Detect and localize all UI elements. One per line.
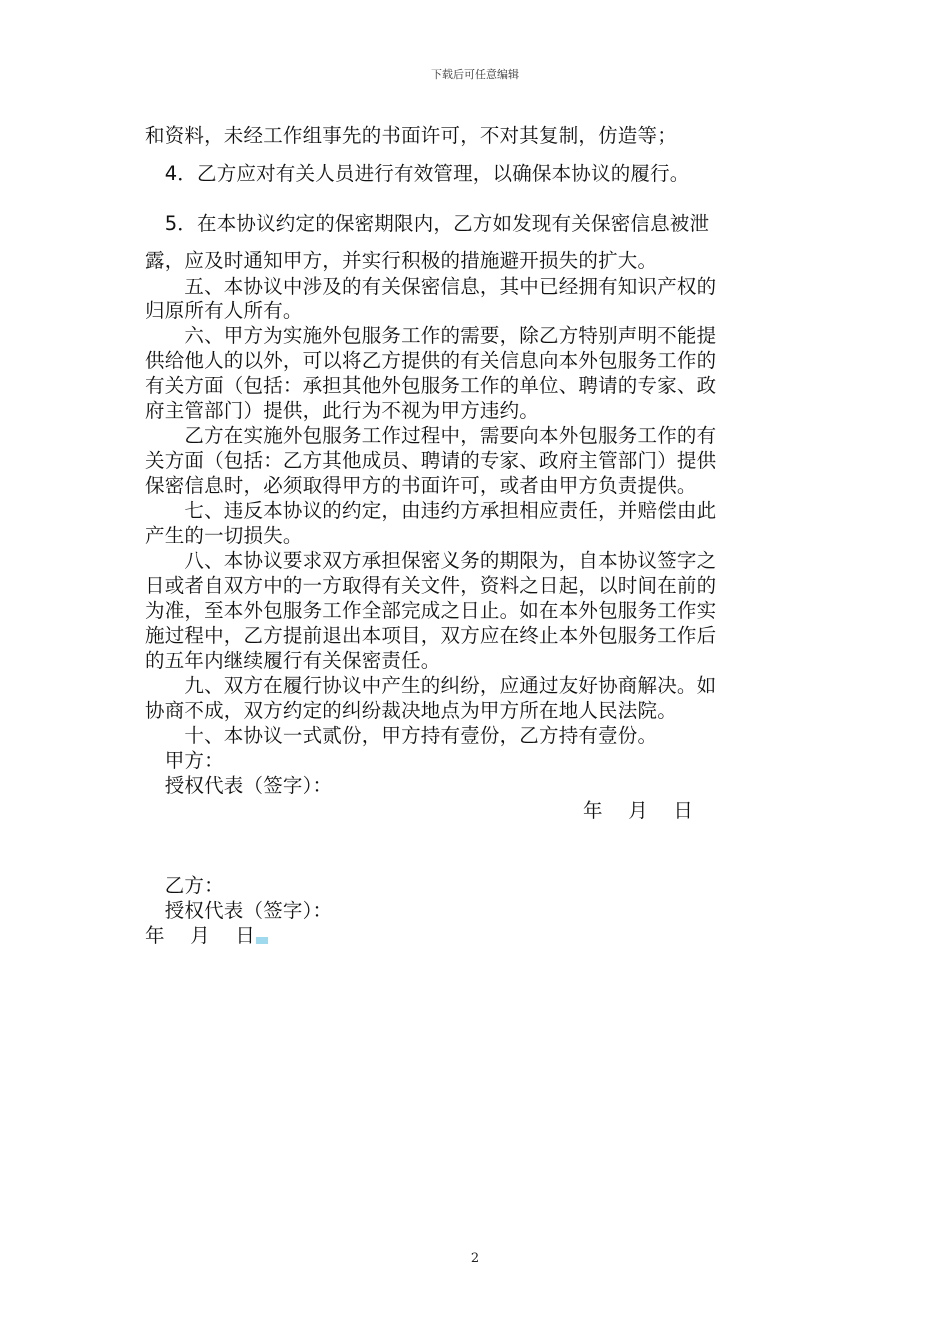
body-line: 五、本协议中涉及的有关保密信息，其中已经拥有知识产权的 (145, 275, 717, 298)
body-line: 5．在本协议约定的保密期限内，乙方如发现有关保密信息被泄 (145, 212, 710, 235)
body-line: 八、本协议要求双方承担保密义务的期限为，自本协议签字之 (145, 549, 717, 572)
body-line: 协商不成，双方约定的纠纷裁决地点为甲方所在地人民法院。 (145, 699, 677, 722)
body-line: 九、双方在履行协议中产生的纠纷，应通过友好协商解决。如 (145, 674, 717, 697)
body-line: 关方面（包括：乙方其他成员、聘请的专家、政府主管部门）提供 (145, 449, 717, 472)
party-b-signature-label: 授权代表（签字）： (145, 899, 333, 922)
page-number: 2 (470, 1251, 480, 1266)
text-cursor-mark (256, 937, 268, 944)
body-line: 为准，至本外包服务工作全部完成之日止。如在本外包服务工作实 (145, 599, 717, 622)
party-b-label: 乙方： (145, 874, 224, 897)
body-line: 府主管部门）提供，此行为不视为甲方违约。 (145, 399, 540, 422)
body-line: 日或者自双方中的一方取得有关文件，资料之日起，以时间在前的 (145, 574, 717, 597)
page-header-note: 下载后可任意编辑 (431, 68, 519, 81)
body-line: 七、违反本协议的约定，由违约方承担相应责任，并赔偿由此 (145, 499, 717, 522)
body-line: 供给他人的以外，可以将乙方提供的有关信息向本外包服务工作的 (145, 349, 717, 372)
body-line: 施过程中，乙方提前退出本项目，双方应在终止本外包服务工作后 (145, 624, 717, 647)
body-line: 有关方面（包括：承担其他外包服务工作的单位、聘请的专家、政 (145, 374, 717, 397)
body-line: 乙方在实施外包服务工作过程中，需要向本外包服务工作的有 (145, 424, 717, 447)
body-line: 4．乙方应对有关人员进行有效管理，以确保本协议的履行。 (145, 162, 690, 185)
body-line: 的五年内继续履行有关保密责任。 (145, 649, 441, 672)
body-line: 六、甲方为实施外包服务工作的需要，除乙方特别声明不能提 (145, 324, 717, 347)
party-b-date: 年 月 日 (145, 924, 255, 947)
body-line: 和资料，未经工作组事先的书面许可，不对其复制，仿造等； (145, 124, 677, 147)
body-line: 保密信息时，必须取得甲方的书面许可，或者由甲方负责提供。 (145, 474, 697, 497)
body-line: 产生的一切损失。 (145, 524, 303, 547)
party-a-label: 甲方： (145, 749, 224, 772)
body-line: 十、本协议一式贰份，甲方持有壹份，乙方持有壹份。 (145, 724, 658, 747)
body-line: 露，应及时通知甲方，并实行积极的措施避开损失的扩大。 (145, 249, 658, 272)
body-line: 归原所有人所有。 (145, 299, 303, 322)
party-a-date: 年 月 日 (583, 799, 693, 822)
party-a-signature-label: 授权代表（签字）： (145, 774, 333, 797)
party-b-date-row (145, 924, 268, 948)
